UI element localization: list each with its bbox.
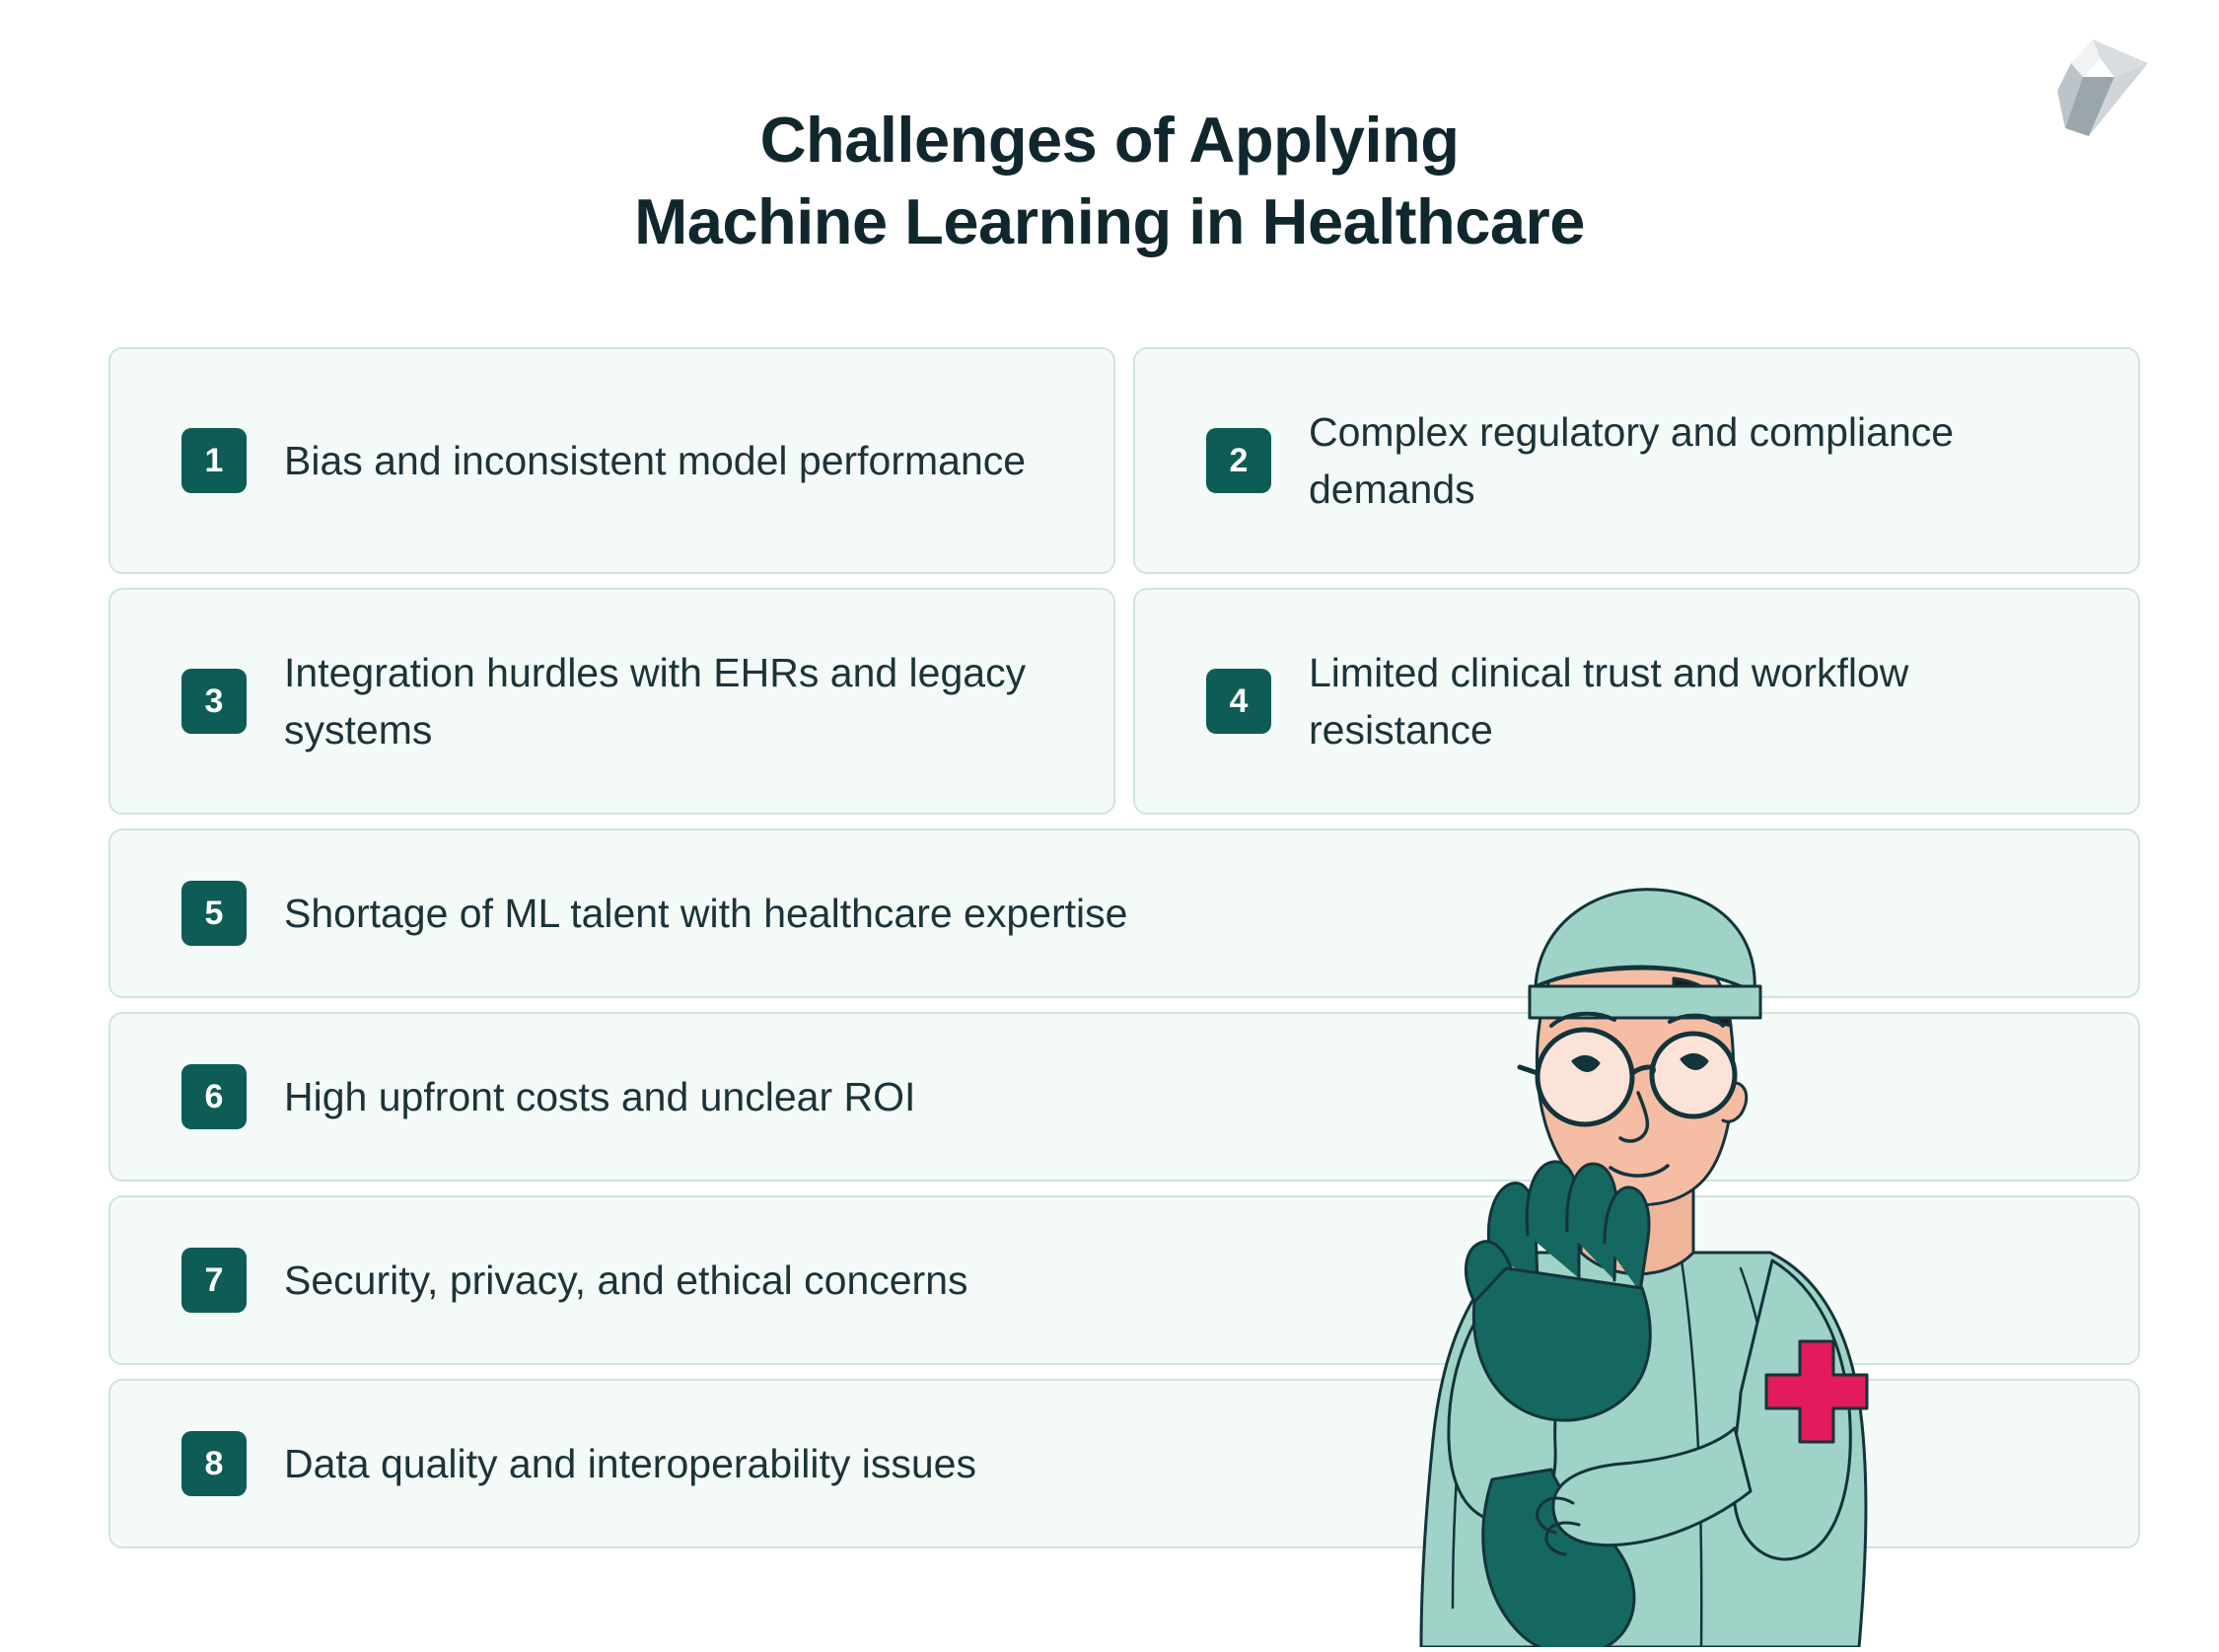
challenge-card-3	[108, 588, 1115, 815]
challenge-number-badge: 6	[181, 1064, 247, 1129]
challenge-number-badge: 8	[181, 1431, 247, 1496]
challenge-number-badge: 1	[181, 428, 247, 493]
challenge-label: High upfront costs and unclear ROI	[284, 1073, 916, 1119]
page-title-line-1: Challenges of Applying	[759, 104, 1460, 176]
challenge-card-5	[108, 828, 2140, 998]
challenge-label: Bias and inconsistent model performance	[284, 437, 1027, 483]
challenges-row-2	[108, 588, 2140, 815]
challenge-number-badge: 3	[181, 669, 247, 734]
challenges-row-1	[108, 347, 2140, 574]
challenge-label: Data quality and interoperability issues	[284, 1440, 976, 1486]
challenge-card-1	[108, 347, 1115, 574]
page-title	[0, 99, 2219, 262]
challenge-card-6	[108, 1012, 2140, 1182]
challenge-number-badge: 7	[181, 1248, 247, 1313]
page-title-line-2: Machine Learning in Healthcare	[634, 185, 1585, 258]
challenges-list	[108, 347, 2140, 1562]
challenge-card-4	[1133, 588, 2140, 815]
challenge-label: Complex regulatory and compliance demands	[1309, 408, 1955, 512]
challenge-card-2	[1133, 347, 2140, 574]
challenges-row-4	[108, 1012, 2140, 1182]
challenge-card-8	[108, 1379, 2140, 1548]
challenge-label: Security, privacy, and ethical concerns	[284, 1257, 968, 1303]
challenges-row-5	[108, 1195, 2140, 1365]
challenge-label: Shortage of ML talent with healthcare expertise	[284, 890, 1128, 936]
challenge-label: Limited clinical trust and workflow resistance	[1309, 649, 1909, 753]
challenge-number-badge: 5	[181, 881, 247, 946]
challenge-number-badge: 2	[1206, 428, 1271, 493]
challenges-row-6	[108, 1379, 2140, 1548]
challenge-card-7	[108, 1195, 2140, 1365]
challenges-row-3	[108, 828, 2140, 998]
challenge-number-badge: 4	[1206, 669, 1271, 734]
challenge-label: Integration hurdles with EHRs and legacy systems	[284, 649, 1027, 753]
